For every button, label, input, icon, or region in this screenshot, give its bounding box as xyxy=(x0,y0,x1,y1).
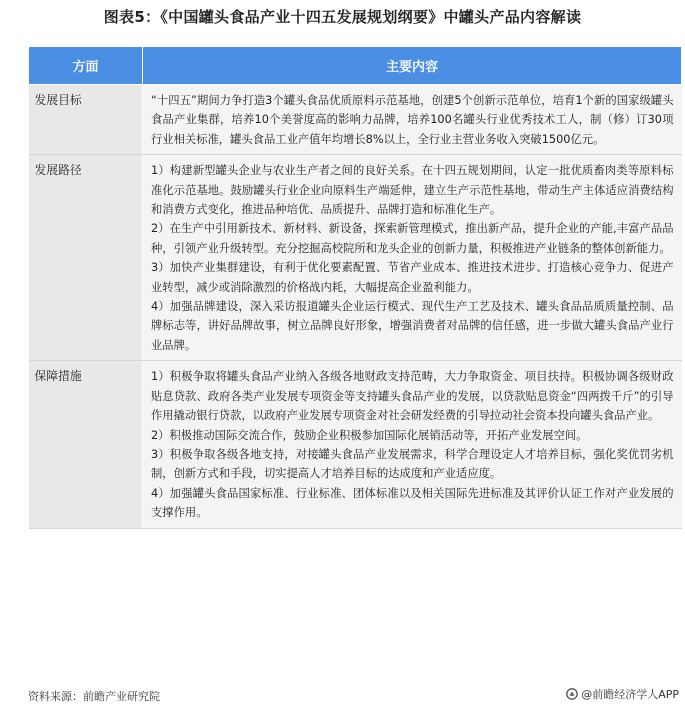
table-row xyxy=(29,361,682,528)
row-aspect-goal: 发展目标 xyxy=(29,85,143,155)
source-note: 资料来源：前瞻产业研究院 xyxy=(28,690,160,703)
row-aspect-path: 发展路径 xyxy=(29,155,143,361)
table-header-row xyxy=(29,47,682,85)
content-paragraph: 2）积极推动国际交流合作，鼓励企业积极参加国际化展销活动等，开拓产业发展空间。 xyxy=(151,428,588,442)
row-content-path xyxy=(143,155,682,361)
qianzhan-logo-icon xyxy=(566,688,578,700)
row-content-goal xyxy=(143,85,682,155)
table-row xyxy=(29,155,682,361)
content-paragraph: “十四五”期间力争打造3个罐头食品优质原料示范基地，创建5个创新示范单位，培育1个新的国家级罐头食品产业集群，培养10个美誉度高的影响力品牌，培养100名罐头行业优秀技术工人，制（修）订30项行业相关标准，罐头食品工业产值年均增长8%以上，全行业主营业务收入突破1500亿元。 xyxy=(151,94,674,146)
content-paragraph: 1）积极争取将罐头食品产业纳入各级各地财政支持范畴，大力争取资金、项目扶持。积极协调各级财政贴息贷款、政府各类产业发展专项资金等支持罐头食品产业的发展，以贷款贴息资金“四两拨千斤”的引导作用撬动银行贷款，以政府产业发展专项资金对社会研发经费的引导拉动社会资本投向罐头食品产业。 xyxy=(151,370,674,423)
header-content: 主要内容 xyxy=(143,47,682,85)
content-paragraph: 3）加快产业集群建设，有利于优化要素配置、节省产业成本、推进技术进步、打造核心竞争力、促进产业转型，减少或消除激烈的价格战内耗，大幅提高企业盈利能力。 xyxy=(151,261,674,294)
credit-text: @前瞻经济学人APP xyxy=(581,688,679,701)
table-row xyxy=(29,85,682,155)
content-paragraph: 4）加强品牌建设，深入采访报道罐头企业运行模式、现代生产工艺及技术、罐头食品品质质量控制、品牌标志等，讲好品牌故事，树立品牌良好形象，增强消费者对品牌的信任感，进一步做大罐头食品产业行业品牌。 xyxy=(151,300,674,352)
page-title: 图表5：《中国罐头食品产业十四五发展规划纲要》中罐头产品内容解读 xyxy=(103,8,582,26)
content-paragraph: 2）在生产中引用新技术、新材料、新设备，探索新管理模式，推出新产品，提升企业的产能,丰富产品品种，引领产业升级转型。充分挖掘高校院所和龙头企业的创新力量，积极推进产业链条的整体创新能力。 xyxy=(151,222,674,255)
plan-table xyxy=(28,46,682,529)
header-aspect: 方面 xyxy=(29,47,143,85)
credit-badge xyxy=(566,686,679,702)
content-paragraph: 3）积极争取各级各地支持，对接罐头食品产业发展需求，科学合理设定人才培养目标，强化奖优罚劣机制，创新方式和手段，切实提高人才培养目标的达成度和产业适应度。 xyxy=(151,447,674,481)
content-paragraph: 4）加强罐头食品国家标准、行业标准、团体标准以及相关国际先进标准及其评价认证工作对产业发展的支撑作用。 xyxy=(151,486,674,520)
content-paragraph: 1）构建新型罐头企业与农业生产者之间的良好关系。在十四五规划期间，认定一批优质畜肉类等原料标准化示范基地。鼓励罐头行业企业向原料生产端延伸，建立生产示范性基地，带动生产主体适应消费结构和消费方式变化，推进品种培优、品质提升、品牌打造和标准化生产。 xyxy=(151,164,674,217)
plan-table-container xyxy=(28,46,681,529)
row-aspect-safeguard: 保障措施 xyxy=(29,361,143,528)
row-content-safeguard xyxy=(143,361,682,528)
